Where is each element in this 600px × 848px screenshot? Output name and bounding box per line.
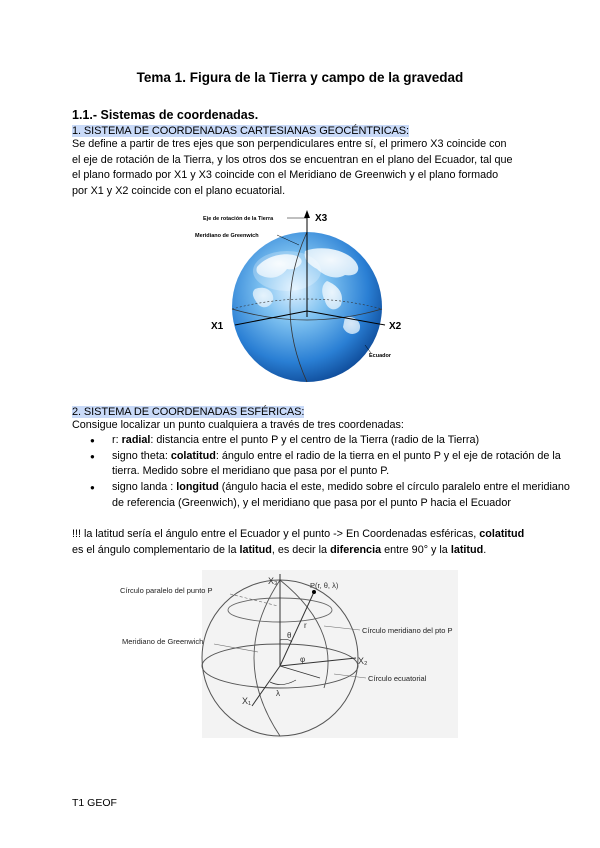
label-x2: X₂: [358, 656, 368, 666]
globe-cartesian-figure: [195, 205, 425, 395]
label-phi: φ: [300, 655, 306, 664]
section-heading: 1.1.- Sistemas de coordenadas.: [72, 108, 259, 122]
label-x3: X₃: [268, 576, 278, 586]
text-line: el plano formado por X1 y X3 coincide con el Meridiano de Greenwich y el plano formado: [72, 169, 499, 182]
page-title: Tema 1. Figura de la Tierra y campo de la gravedad: [136, 70, 464, 85]
label-x3: X3: [315, 213, 328, 224]
text-line: por X1 y X2 coincide con el plano ecuatorial.: [72, 185, 286, 198]
label-theta: θ: [287, 631, 292, 640]
list-item: ● signo landa : longitud (ángulo hacia el este, medido sobre el círculo paralelo entre el meridiano de referencia (Greenwich), y el meridiano que pasa por el punto P hacia el Ecuador: [112, 480, 572, 511]
label-lambda: λ: [276, 689, 280, 698]
label-rotation-axis: Eje de rotación de la Tierra: [203, 216, 274, 222]
text-line: el eje de rotación de la Tierra, y los otros dos se encuentran en el plano del Ecuador, tal que: [72, 153, 513, 166]
cartesian-paragraph: [72, 137, 532, 200]
point-p: [312, 590, 316, 594]
label-x1: X₁: [242, 696, 252, 706]
text-line: Se define a partir de tres ejes que son perpendiculares entre sí, el primero X3 coincide con: [72, 138, 507, 150]
list-item: ● signo theta: colatitud: ángulo entre el radio de la tierra en el punto P y el eje de rotación de la tierra. Medido sobre el meridiano que pasa por el punto P.: [112, 449, 572, 480]
label-point-p: P(r, θ, λ): [310, 581, 339, 590]
label-greenwich: Meridiano de Greenwich: [122, 637, 204, 646]
list-item: ● r: radial: distancia entre el punto P y el centro de la Tierra (radio de la Tierra): [112, 433, 572, 449]
label-greenwich: Meridiano de Greenwich: [195, 233, 259, 239]
label-x1: X1: [211, 321, 224, 332]
label-parallel-circle: Círculo paralelo del punto P: [120, 586, 213, 595]
label-r: r: [304, 621, 307, 630]
subheading-spherical: 2. SISTEMA DE COORDENADAS ESFÉRICAS:: [72, 406, 305, 418]
latitude-note: !!! la latitud sería el ángulo entre el Ecuador y el punto -> En Coordenadas esféricas, colatitud es el ángulo complementario de la latitud, es decir la diferencia entre 90° y la latitud.: [72, 528, 525, 556]
label-equator: Ecuador: [369, 353, 392, 359]
label-x2: X2: [389, 321, 402, 332]
figure-background: [202, 570, 458, 738]
spherical-intro: Consigue localizar un punto cualquiera a través de tres coordenadas:: [72, 419, 404, 431]
label-meridian-p: Círculo meridiano del pto P: [362, 626, 453, 635]
label-equatorial: Círculo ecuatorial: [368, 674, 427, 683]
subheading-cartesian: 1. SISTEMA DE COORDENADAS CARTESIANAS GEOCÉNTRICAS:: [72, 125, 409, 137]
coordinate-list: [72, 433, 572, 512]
page-footer: T1 GEOF: [72, 797, 117, 809]
spherical-coordinates-figure: [110, 570, 490, 740]
